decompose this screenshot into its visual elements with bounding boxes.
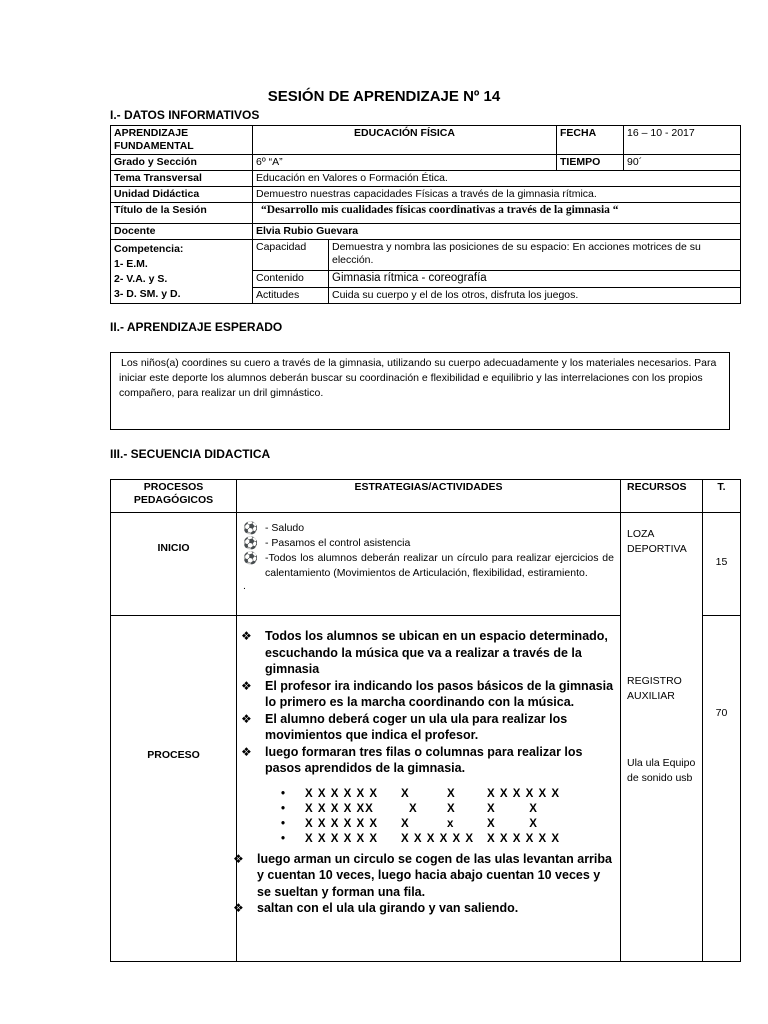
contenido-label: Contenido	[253, 271, 329, 287]
soccer-ball-icon: ⚽	[243, 551, 258, 565]
list-item: ❖ luego formaran tres filas o columnas para realizar los pasos aprendidos de la gimnasia.	[241, 744, 583, 775]
competencia-item: 2- V.A. y S.	[114, 273, 168, 285]
titulo-label: Título de la Sesión	[111, 203, 253, 224]
inicio-tiempo: 15	[703, 513, 741, 616]
competencia-item: 1- E.M.	[114, 258, 148, 270]
list-item: ⚽ - Pasamos el control asistencia	[243, 536, 411, 550]
section-aprendizaje-esperado: II.- APRENDIZAJE ESPERADO	[110, 320, 283, 334]
contenido-value: Gimnasia rítmica - coreografía	[329, 271, 741, 287]
diamond-bullet-icon: ❖	[241, 711, 252, 726]
proceso-activities	[233, 616, 621, 962]
inicio-dot: .	[243, 580, 246, 592]
competencia-cell	[111, 240, 253, 304]
section-datos-informativos: I.- DATOS INFORMATIVOS	[110, 108, 260, 122]
docente-value: Elvia Rubio Guevara	[253, 224, 741, 240]
list-item: ❖ saltan con el ula ula girando y van saliendo.	[233, 901, 519, 915]
diamond-bullet-icon: ❖	[241, 629, 252, 643]
capacidad-label: Capacidad	[253, 240, 329, 271]
page-title: SESIÓN DE APRENDIZAJE Nº 14	[267, 88, 501, 105]
soccer-ball-icon: ⚽	[243, 521, 258, 535]
inicio-label: INICIO	[111, 513, 237, 616]
diamond-bullet-icon: ❖	[233, 901, 244, 915]
proceso-label: PROCESO	[111, 616, 237, 962]
header-tiempo: T.	[703, 480, 741, 513]
actitudes-label: Actitudes	[253, 287, 329, 303]
pattern-row: • X X X X X X X X X X X X X X X X X X	[281, 832, 560, 845]
aprendizaje-esperado-box: Los niños(a) coordines su cuero a través de la gimnasia, utilizando su cuerpo adecuadamente y los materiales necesarios. Para iniciar este deporte los alumnos deberán buscar su coordinación e flexibilidad e equilibrio y las interrelaciones con los propios compañero, para realizar un dril gimnástico.	[110, 352, 730, 430]
list-item: ❖ luego arman un circulo se cogen de las ulas levantan arriba y cuentan 10 veces, luego hacia abajo cuentan 10 veces y se sueltan y forman una fila.	[233, 851, 612, 899]
competencia-label: Competencia:	[114, 243, 184, 255]
inicio-recursos: LOZA DEPORTIVA	[621, 513, 703, 616]
docente-label: Docente	[111, 224, 253, 240]
competencia-item: 3- D. SM. y D.	[114, 288, 181, 300]
aprendizaje-value: EDUCACIÓN FÍSICA	[253, 126, 557, 155]
formation-pattern	[281, 787, 614, 847]
sequence-table	[110, 479, 741, 962]
actitudes-value: Cuida su cuerpo y el de los otros, disfruta los juegos.	[329, 287, 741, 303]
diamond-bullet-icon: ❖	[233, 851, 244, 866]
header-estrategias: ESTRATEGIAS/ACTIVIDADES	[237, 480, 621, 513]
list-item: ⚽ - Saludo	[243, 521, 305, 535]
fecha-label: FECHA	[557, 126, 624, 155]
header-recursos: RECURSOS	[621, 480, 703, 513]
grado-label: Grado y Sección	[111, 155, 253, 171]
unidad-label: Unidad Didáctica	[111, 187, 253, 203]
proceso-tiempo: 70	[703, 616, 741, 962]
header-procesos: PROCESOS PEDAGÓGICOS	[111, 480, 237, 513]
recursos-materiales: Ula ula Equipo de sonido usb	[627, 756, 696, 784]
unidad-value: Demuestro nuestras capacidades Físicas a través de la gimnasia rítmica.	[253, 187, 741, 203]
titulo-value: “Desarrollo mis cualidades físicas coordinativas a través de la gimnasia “	[253, 203, 741, 224]
list-item: ❖ El alumno deberá coger un ula ula para realizar los movimientos que indica el profesor.	[241, 711, 568, 742]
grado-value: 6º “A”	[253, 155, 557, 171]
tiempo-value: 90´	[624, 155, 741, 171]
pattern-row: • X X X X X X X x X X	[281, 817, 538, 830]
capacidad-value: Demuestra y nombra las posiciones de su espacio: En acciones motrices de su elección.	[329, 240, 741, 271]
aprendizaje-label: APRENDIZAJE FUNDAMENTAL	[111, 126, 253, 155]
pattern-row: • X X X X XX X X X X	[281, 802, 538, 815]
list-item: ❖ Todos los alumnos se ubican en un espacio determinado, escuchando la música que va a realizar a través de la gimnasia	[241, 629, 608, 676]
fecha-value: 16 – 10 - 2017	[624, 126, 741, 155]
section-secuencia-didactica: III.- SECUENCIA DIDACTICA	[110, 447, 271, 461]
info-table	[110, 125, 741, 304]
inicio-activities	[237, 513, 621, 616]
tema-value: Educación en Valores o Formación Ética.	[253, 171, 741, 187]
list-item: ⚽ -Todos los alumnos deberán realizar un círculo para realizar ejercicios de calentamiento (Movimientos de Articulación, flexibilidad, estiramiento.	[243, 551, 614, 579]
list-item: ❖ El profesor ira indicando los pasos básicos de la gimnasia lo primero es la marcha coordinando con la música.	[241, 678, 614, 709]
tiempo-label: TIEMPO	[557, 155, 624, 171]
pattern-row: • X X X X X X X X X X X X X X	[281, 787, 560, 800]
proceso-recursos	[621, 616, 703, 962]
soccer-ball-icon: ⚽	[243, 536, 258, 550]
diamond-bullet-icon: ❖	[241, 744, 252, 759]
diamond-bullet-icon: ❖	[241, 678, 252, 693]
recursos-registro: REGISTRO AUXILIAR	[627, 674, 682, 702]
tema-label: Tema Transversal	[111, 171, 253, 187]
